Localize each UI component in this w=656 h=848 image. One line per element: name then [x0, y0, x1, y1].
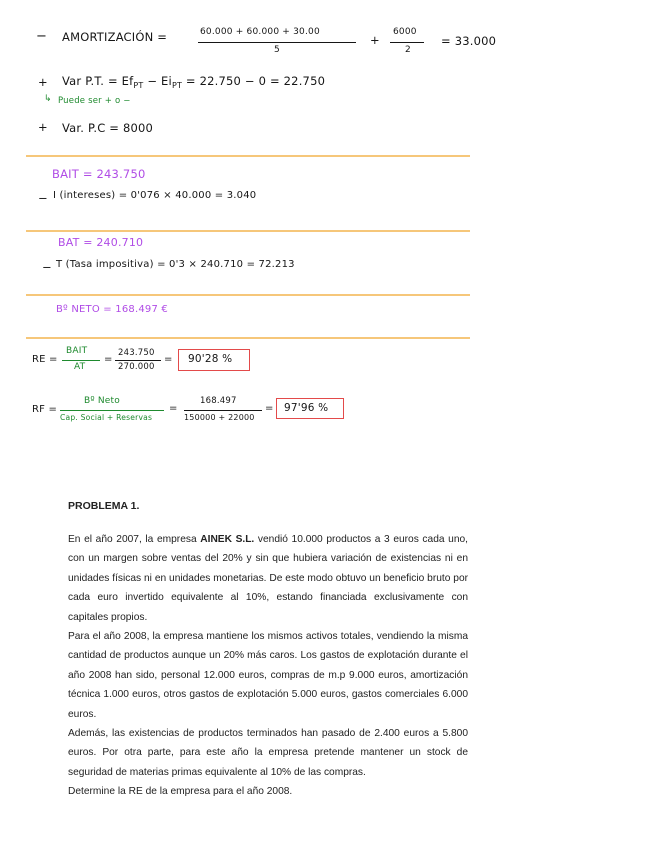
- var-pt-bullet: +: [38, 75, 48, 89]
- amort-bullet: −: [36, 29, 48, 44]
- puede-arrow-icon: ↳: [44, 94, 52, 104]
- separator-2: [26, 230, 470, 232]
- separator-3: [26, 294, 470, 296]
- amort-result: = 33.000: [441, 34, 497, 48]
- separator-1: [26, 155, 470, 157]
- rf-value-bar: [184, 410, 262, 411]
- rf-numerator: Bº Neto: [84, 396, 120, 406]
- re-result-box: [178, 349, 250, 371]
- re-frac-bar: [62, 360, 100, 361]
- amort-frac1-bar: [198, 42, 356, 43]
- rf-numerator-value: 168.497: [200, 396, 237, 406]
- re-equals: =: [104, 354, 113, 365]
- var-pc-line: Var. P.C = 8000: [62, 121, 154, 135]
- problem-body: [68, 530, 468, 802]
- puede-ser-note: Puede ser + o −: [58, 96, 131, 106]
- rf-label: RF =: [32, 404, 58, 415]
- re-result: 90'28 %: [188, 353, 233, 365]
- var-pt-line: Var P.T. = $Ef_{PT} - Ei_{PT} = 22.750 - 0 = 22.750$: [62, 74, 326, 90]
- re-value-bar: [115, 360, 161, 361]
- amort-frac2-bar: [390, 42, 424, 43]
- amort-frac1-numerator: 60.000 + 60.000 + 30.00: [200, 27, 320, 37]
- re-numerator: BAIT: [66, 346, 88, 356]
- problem-paragraph-3: Además, las existencias de productos terminados han pasado de 2.400 euros a 5.800 euros. Por otra parte, para este año la empresa pretende mantener un stock de seguridad de materias primas equivalente al 10% de las compras.: [68, 728, 468, 778]
- impuestos-bullet: −: [42, 260, 52, 274]
- problem-paragraph-4: Determine la RE de la empresa para el año 2008.: [68, 786, 293, 798]
- rf-denominator: Cap. Social + Reservas: [60, 413, 153, 422]
- re-label: RE =: [32, 354, 58, 365]
- rf-result: 97'96 %: [284, 402, 329, 414]
- bat-label: BAT = 240.710: [58, 236, 144, 249]
- re-equals-2: =: [164, 354, 173, 365]
- impuestos-line: T (Tasa impositiva) = 0'3 × 240.710 = 72.213: [56, 259, 295, 270]
- re-denominator-value: 270.000: [118, 362, 155, 372]
- var-pc-bullet: +: [38, 120, 48, 134]
- amort-label: AMORTIZACIÓN =: [62, 30, 168, 44]
- re-numerator-value: 243.750: [118, 348, 155, 358]
- intereses-bullet: −: [38, 191, 48, 205]
- re-denominator: AT: [74, 362, 86, 372]
- amort-frac2-numerator: 6000: [393, 27, 417, 37]
- problem-title: PROBLEMA 1.: [68, 500, 140, 512]
- rf-frac-bar: [60, 410, 164, 411]
- problem-paragraph-1: En el año 2007, la empresa AINEK S.L. vendió 10.000 productos a 3 euros cada uno, con un margen sobre ventas del 20% y sin que hubiera variación de existencias ni en unidades físicas ni en unidades monetarias. De este modo obtuvo un beneficio bruto por cada euro invertido equivalente al 10%, estando financiada exclusivamente con capitales propios.: [68, 534, 468, 623]
- amort-plus: +: [370, 33, 380, 47]
- bait-label: BAIT = 243.750: [52, 167, 146, 181]
- amort-frac2-denominator: 2: [405, 45, 411, 55]
- rf-equals: =: [169, 403, 178, 414]
- problem-paragraph-2: Para el año 2008, la empresa mantiene los mismos activos totales, vendiendo la misma cantidad de productos aunque un 20% más caros. Los gastos de explotación durante el año 2008 han sido, personal 12.000 euros, compras de m.p 9.000 euros, amortización técnica 1.000 euros, otros gastos de explotación 5.000 euros, gastos comerciales 6.000 euros.: [68, 631, 468, 720]
- intereses-line: I (intereses) = 0'076 × 40.000 = 3.040: [53, 190, 257, 201]
- rf-denominator-value: 150000 + 22000: [184, 413, 255, 422]
- separator-4: [26, 337, 470, 339]
- bneto-label: Bº NETO = 168.497 €: [56, 304, 168, 315]
- amort-frac1-denominator: 5: [274, 45, 280, 55]
- rf-result-box: [276, 398, 344, 419]
- company-name: AINEK S.L.: [200, 534, 255, 545]
- rf-equals-2: =: [265, 403, 274, 414]
